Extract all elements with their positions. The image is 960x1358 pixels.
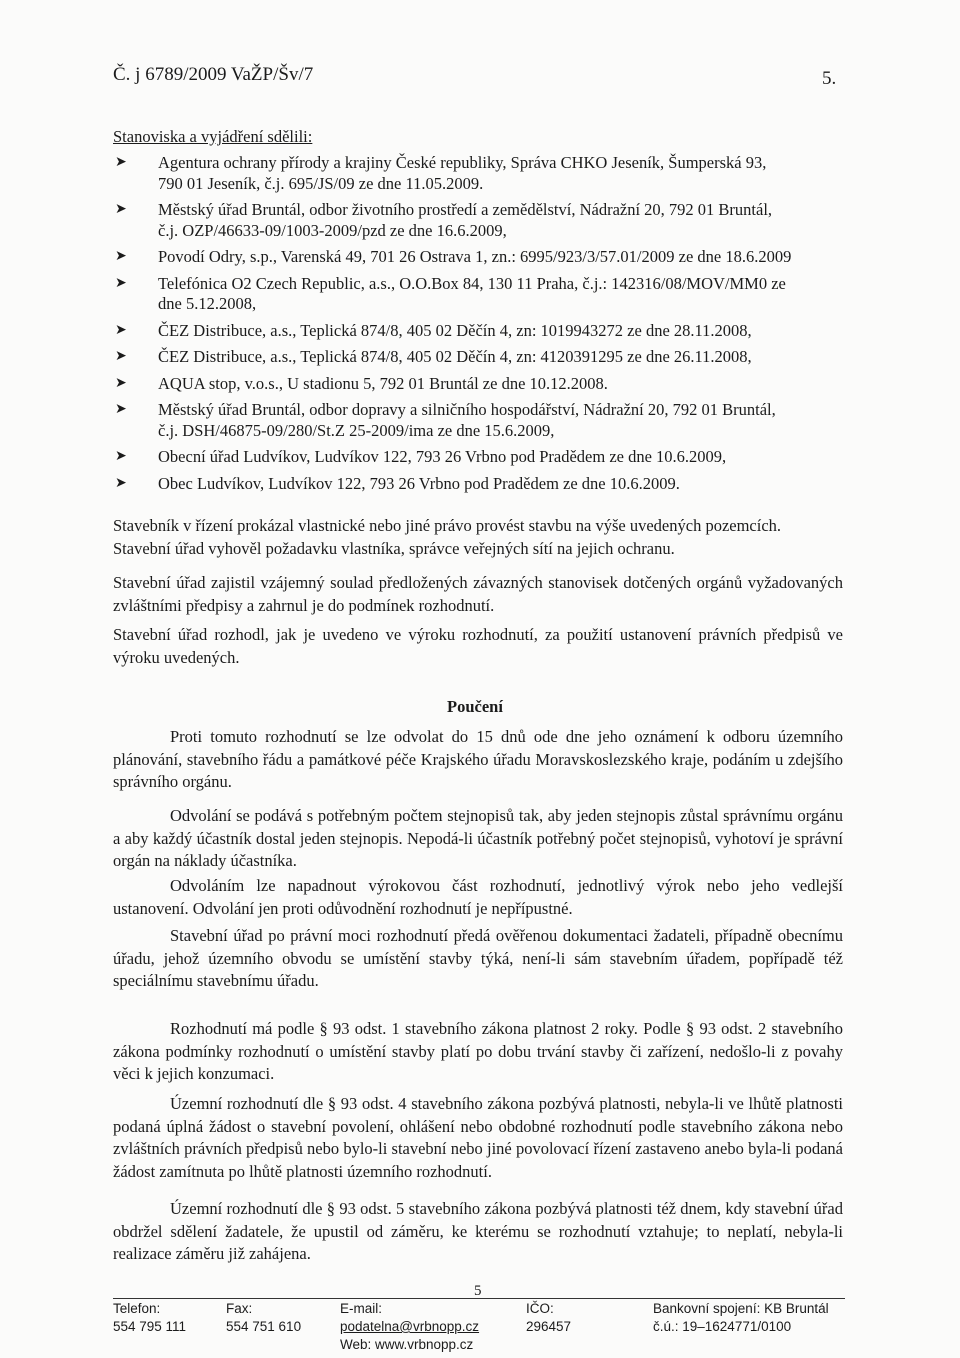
phone-value: 554 795 111 (113, 1319, 187, 1334)
ico-value: 296457 (526, 1319, 572, 1334)
opinion-item (113, 347, 853, 368)
paragraph-10: Územní rozhodnutí dle § 93 odst. 5 stavebního zákona pozbývá platnosti též dnem, kdy stavební úřad obdržel sdělení žadatele, že upustil od záměru, ke kterému se rozhodnutí vztahuje; to neplatí, nebyla-li realizace záměru již zahájena. (113, 1199, 843, 1263)
opinion-item (113, 447, 853, 468)
opinion-line: č.j. OZP/46633-09/1003-2009/pzd ze dne 16.6.2009, (158, 220, 507, 240)
opinion-line: dne 5.12.2008, (158, 294, 257, 313)
footer-email (340, 1300, 479, 1354)
opinion-item (113, 474, 853, 495)
bank-label: Bankovní spojení: KB Bruntál (653, 1301, 829, 1316)
arrow-bullet-icon: ➤ (115, 375, 127, 391)
instruction-title: Poučení (447, 697, 503, 716)
footer-bank (653, 1300, 829, 1336)
paragraph-2: Stavební úřad zajistil vzájemný soulad předložených závazných stanovisek dotčených orgánů vyžadovaných zvláštními předpisy a zahrnul je do podmínek rozhodnutí. (113, 573, 843, 615)
opinion-line: AQUA stop, v.o.s., U stadionu 5, 792 01 Bruntál ze dne 10.12.2008. (158, 373, 608, 393)
opinion-item (113, 321, 853, 342)
paragraph-1-line-1: Stavebník v řízení prokázal vlastnické nebo jiné právo provést stavbu na výše uvedených pozemcích. (113, 516, 782, 535)
paragraph-9: Územní rozhodnutí dle § 93 odst. 4 stavebního zákona pozbývá platnosti, nebyla-li ve lhůtě platnosti podaná úplná žádost o stavební povolení, ohlášení nebo obdobné rozhodnutí podle stavebního zákona nebo zvláštních právních předpisů nebo bylo-li stavební nebo jiné povolovací řízení zastaveno anebo byla-li podaná žádost zamítnuta po lhůtě platnosti územního rozhodnutí. (113, 1094, 843, 1181)
arrow-bullet-icon: ➤ (115, 349, 127, 364)
opinion-line: č.j. DSH/46875-09/280/St.Z 25-2009/ima ze dne 15.6.2009, (158, 420, 555, 440)
footer-divider (113, 1298, 845, 1299)
phone-label: Telefon: (113, 1301, 161, 1316)
opinions-list (113, 153, 853, 500)
opinion-line: Obec Ludvíkov, Ludvíkov 122, 793 26 Vrbno pod Pradědem ze dne 10.6.2009. (158, 473, 680, 493)
arrow-bullet-icon: ➤ (115, 249, 127, 264)
arrow-bullet-icon: ➤ (115, 402, 127, 417)
opinion-item (113, 247, 853, 268)
opinion-item (113, 200, 853, 241)
opinion-line: Povodí Odry, s.p., Varenská 49, 701 26 Ostrava 1, zn.: 6995/923/3/57.01/2009 ze dne 18.6.2009 (158, 247, 792, 266)
arrow-bullet-icon: ➤ (115, 275, 127, 291)
opinion-line: Městský úřad Bruntál, odbor životního prostředí a zemědělství, Nádražní 20, 792 01 Bruntál, (158, 200, 773, 219)
email-label: E-mail: (340, 1301, 383, 1316)
footer-fax (226, 1300, 301, 1336)
opinion-line: Telefónica O2 Czech Republic, a.s., O.O.Box 84, 130 11 Praha, č.j.: 142316/08/MOV/MM0 ze (158, 273, 786, 293)
opinion-item (113, 274, 853, 315)
opinions-heading: Stanoviska a vyjádření sdělili: (113, 127, 313, 146)
reference-number: Č. j 6789/2009 VaŽP/Šv/7 (113, 64, 314, 85)
opinion-line: ČEZ Distribuce, a.s., Teplická 874/8, 405 02 Děčín 4, zn: 4120391295 ze dne 26.11.2008, (158, 347, 752, 366)
ico-label: IČO: (526, 1301, 554, 1316)
opinion-item (113, 374, 853, 395)
bank-account: č.ú.: 19–1624771/0100 (653, 1319, 792, 1334)
opinion-item (113, 153, 853, 194)
web-link[interactable]: Web: www.vrbnopp.cz (340, 1337, 474, 1352)
paragraph-1-line-2: Stavební úřad vyhověl požadavku vlastníka, správce veřejných sítí na jejich ochranu. (113, 539, 675, 558)
opinion-line: 790 01 Jeseník, č.j. 695/JS/09 ze dne 11.05.2009. (158, 173, 484, 193)
opinion-line: Agentura ochrany přírody a krajiny České republiky, Správa CHKO Jeseník, Šumperská 93, (158, 153, 767, 172)
footer-phone (113, 1300, 186, 1336)
paragraph-7: Stavební úřad po právní moci rozhodnutí předá ověřenou dokumentaci žadateli, případně obecnímu úřadu, jehož územního obvodu se umístění stavby týká, není-li sám stavebním úřadem, popřípadě též speciálnímu stavebnímu úřadu. (113, 926, 843, 990)
email-link[interactable]: podatelna@vrbnopp.cz (340, 1319, 480, 1334)
paragraph-6: Odvoláním lze napadnout výrokovou část rozhodnutí, jednotlivý výrok nebo jeho vedlejší ustanovení. Odvolání jen proti odůvodnění rozhodnutí je nepřípustné. (113, 876, 843, 918)
fax-value: 554 751 610 (226, 1319, 302, 1334)
footer-ico (526, 1300, 571, 1336)
arrow-bullet-icon: ➤ (115, 202, 127, 217)
paragraph-3: Stavební úřad rozhodl, jak je uvedeno ve výroku rozhodnutí, za použití ustanovení právních předpisů ve výroku uvedených. (113, 625, 843, 667)
opinion-line: ČEZ Distribuce, a.s., Teplická 874/8, 405 02 Děčín 4, zn: 1019943272 ze dne 28.11.2008, (158, 320, 752, 340)
paragraph-1 (113, 514, 843, 560)
footer-page-number: 5 (474, 1283, 482, 1299)
page-number-top: 5. (822, 68, 837, 89)
arrow-bullet-icon: ➤ (115, 322, 127, 338)
arrow-bullet-icon: ➤ (115, 475, 127, 491)
opinion-item (113, 400, 853, 441)
paragraph-8: Rozhodnutí má podle § 93 odst. 1 stavebního zákona platnost 2 roky. Podle § 93 odst. 2 stavebního zákona podmínky rozhodnutí o umístění stavby platí po dobu trvání stavby či zařízení, nedošlo-li z povahy věci k jejich konzumaci. (113, 1019, 843, 1083)
arrow-bullet-icon: ➤ (115, 155, 127, 170)
arrow-bullet-icon: ➤ (115, 449, 127, 464)
fax-label: Fax: (226, 1301, 253, 1316)
opinion-line: Obecní úřad Ludvíkov, Ludvíkov 122, 793 26 Vrbno pod Pradědem ze dne 10.6.2009, (158, 447, 727, 466)
opinion-line: Městský úřad Bruntál, odbor dopravy a silničního hospodářství, Nádražní 20, 792 01 Bruntál, (158, 400, 776, 419)
paragraph-4: Proti tomuto rozhodnutí se lze odvolat do 15 dnů ode dne jeho oznámení k odboru územního plánování, stavebního řádu a památkové péče Krajského úřadu Moravskoslezského kraje, podáním u zdejšího správního orgánu. (113, 727, 843, 791)
paragraph-5: Odvolání se podává s potřebným počtem stejnopisů tak, aby jeden stejnopis zůstal správnímu orgánu a aby každý účastník dostal jeden stejnopis. Nepodá-li účastník potřebný počet stejnopisů, vyhotoví je správní orgán na náklady účastníka. (113, 806, 843, 870)
